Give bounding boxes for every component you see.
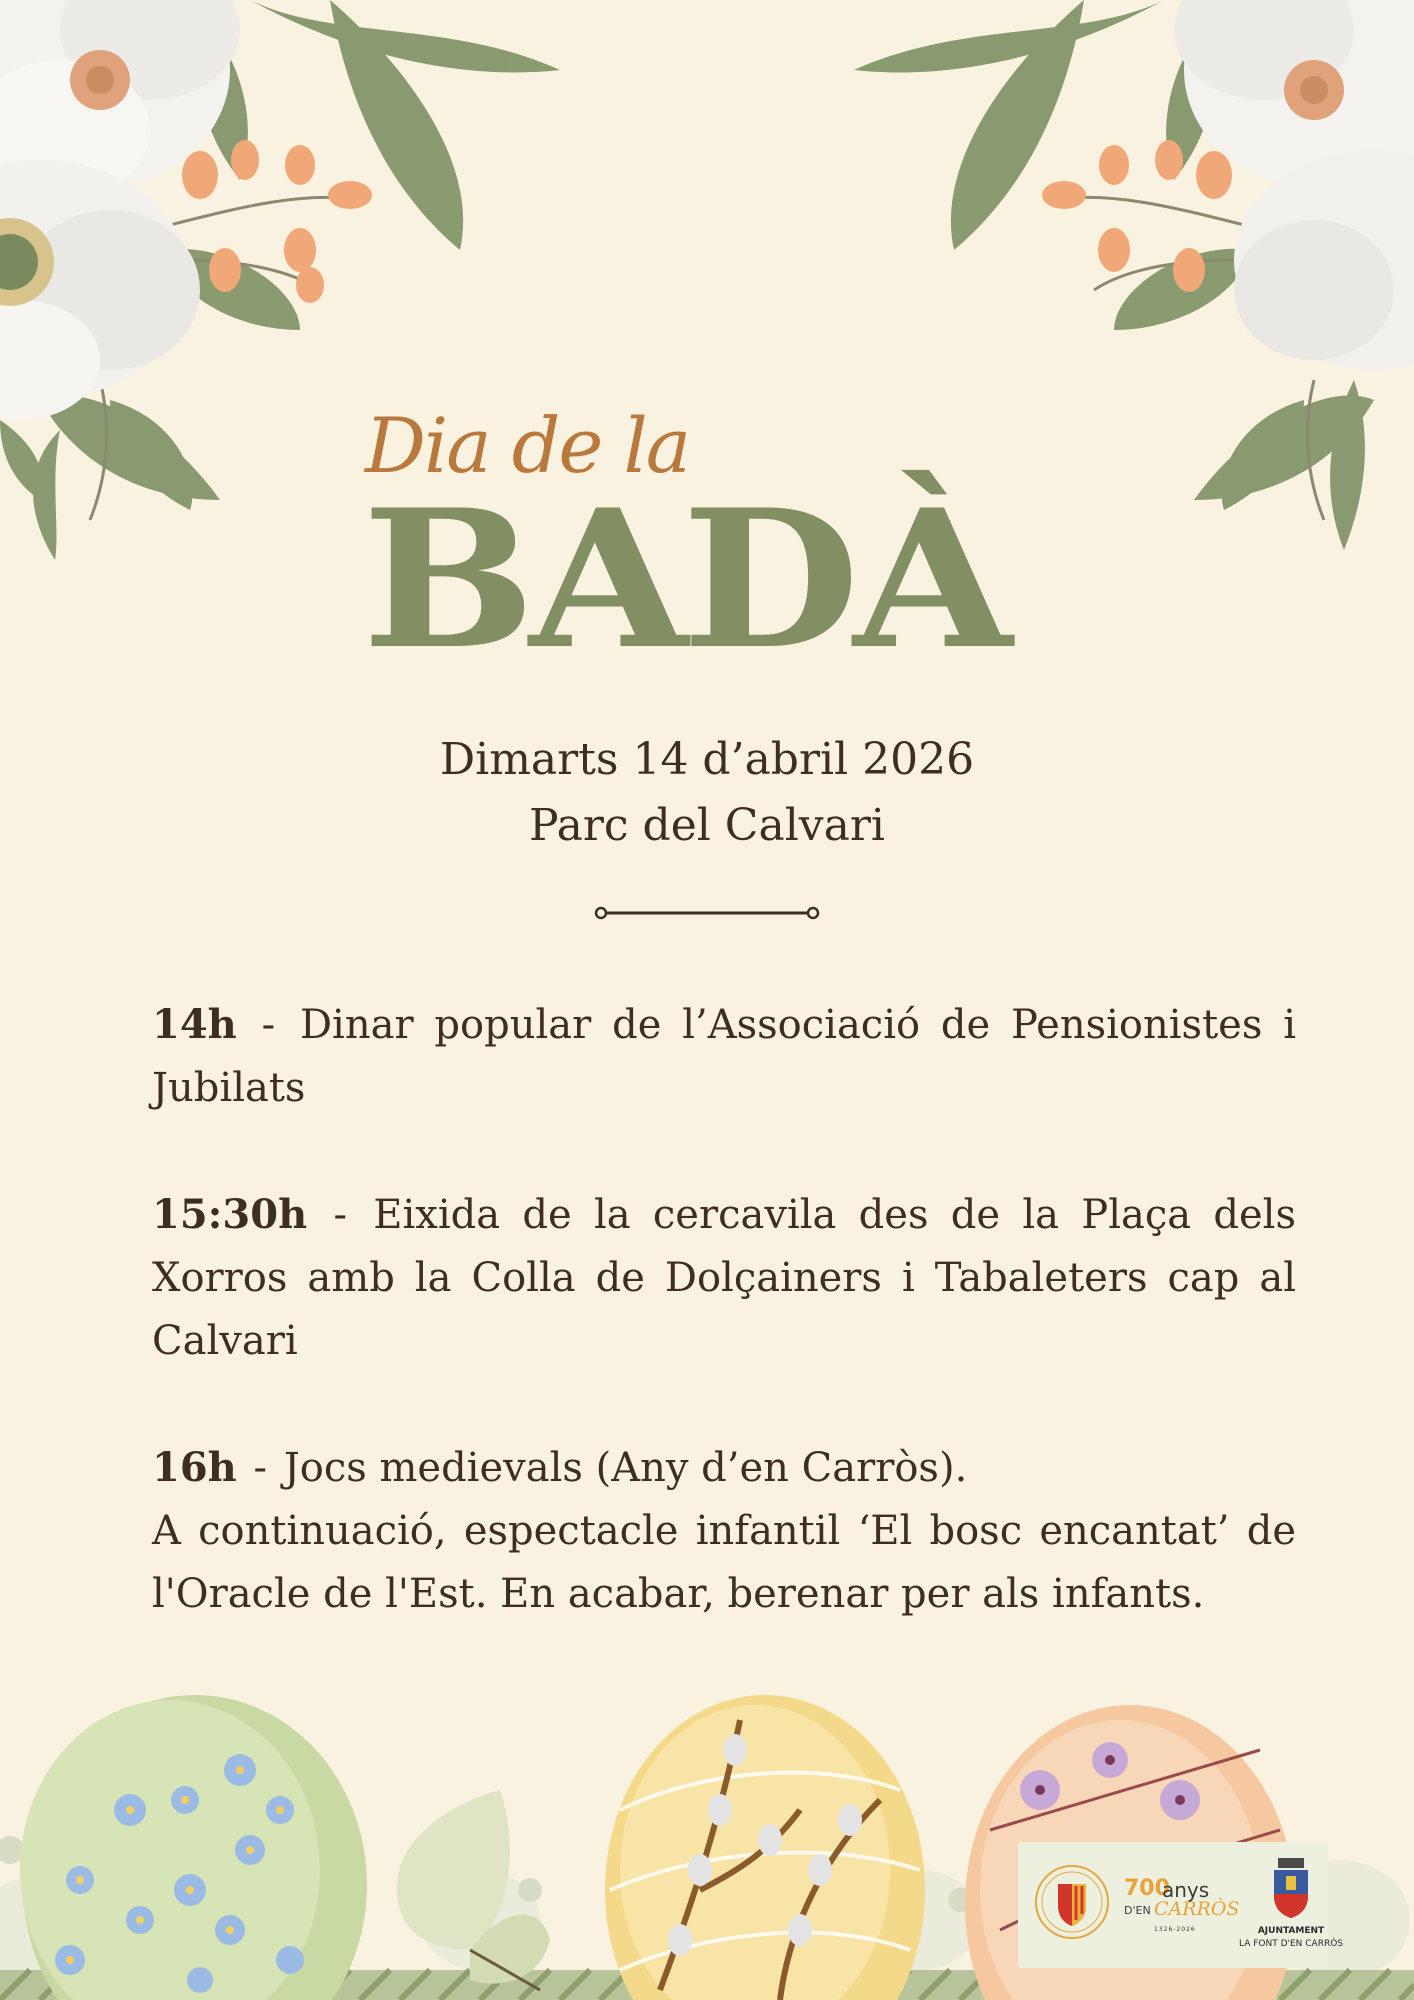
- schedule-separator: -: [261, 1002, 276, 1048]
- anniversary-den: D'EN: [1124, 1904, 1151, 1917]
- title-script: Dia de la: [365, 401, 690, 490]
- schedule-item: [152, 1183, 1296, 1373]
- anniversary-years: 1326-2026: [1154, 1926, 1196, 1933]
- town-coat-of-arms: [1268, 1856, 1314, 1920]
- schedule-time: 14h: [152, 1001, 237, 1048]
- town-name-label: LA FONT D'EN CARRÒS: [1238, 1939, 1344, 1949]
- page-title: BADÀ: [362, 468, 1006, 691]
- green-egg: [20, 1695, 367, 2000]
- town-hall-label: AJUNTAMENT: [1257, 1926, 1325, 1936]
- schedule: [152, 993, 1296, 1689]
- sponsor-logos: [1018, 1842, 1344, 1968]
- schedule-separator: -: [253, 1445, 267, 1491]
- schedule-text-continuation: A continuació, espectacle infantil ‘El bosc encantat’ de l'Oracle de l'Est. En acabar, berenar per als infants.: [152, 1508, 1296, 1617]
- anniversary-word: anys: [1162, 1878, 1210, 1902]
- schedule-item: [152, 1436, 1296, 1626]
- event-place: Parc del Calvari: [529, 800, 885, 851]
- schedule-item: [152, 993, 1296, 1120]
- schedule-time: 16h: [152, 1444, 237, 1491]
- divider: [592, 903, 822, 923]
- schedule-time: 15:30h: [152, 1191, 308, 1238]
- seal-logo: [1034, 1864, 1110, 1940]
- schedule-text: Dinar popular de l’Associació de Pensionistes i Jubilats: [152, 1002, 1296, 1111]
- event-date: Dimarts 14 d’abril 2026: [439, 734, 975, 785]
- anniversary-logo: [1124, 1876, 1240, 1942]
- schedule-separator: -: [333, 1192, 347, 1238]
- anniversary-name: CARRÒS: [1154, 1898, 1240, 1920]
- anniversary-number: 700: [1124, 1876, 1170, 1901]
- yellow-egg: [605, 1695, 925, 2000]
- schedule-text: Jocs medievals (Any d’en Carròs).: [283, 1445, 968, 1491]
- schedule-text: Eixida de la cercavila des de la Plaça dels Xorros amb la Colla de Dolçainers i Tabaleters cap al Calvari: [152, 1192, 1296, 1364]
